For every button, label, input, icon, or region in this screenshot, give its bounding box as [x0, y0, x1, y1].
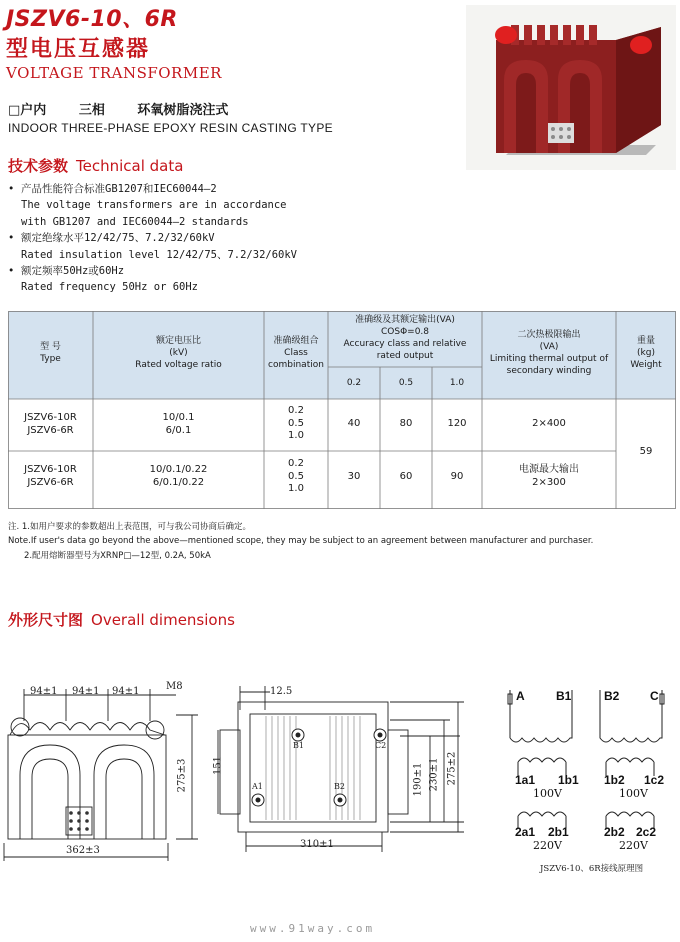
schematic-label-1b2: 1b2 — [604, 773, 625, 787]
dimensions-heading-cn: 外形尺寸图 — [8, 611, 84, 629]
note-english: Note.If user's data go beyond the above—mentioned scope, they may be subject to an agreement between manufacturer and purchaser. — [8, 536, 594, 547]
row1-output-0.2: 40 — [347, 418, 361, 429]
dimensions-heading-en: Overall dimensions — [91, 611, 235, 629]
side-label-b2: B2 — [334, 782, 345, 791]
english-title: VOLTAGE TRANSFORMER — [6, 64, 222, 82]
row2-thermal: 电源最大输出 2×300 — [519, 464, 579, 488]
schematic-label-1a1: 1a1 — [515, 773, 536, 787]
schematic-label-2b2: 2b2 — [604, 825, 625, 839]
row2-output-1.0: 90 — [450, 471, 464, 482]
front-dim-height: 275±3 — [176, 758, 188, 793]
spec-item: • 额定频率50Hz或60Hz — [8, 265, 125, 278]
schematic-label-2a1: 2a1 — [515, 825, 536, 839]
schematic-voltage-2: 100V — [619, 787, 648, 800]
header-type: 型 号 Type — [40, 342, 61, 364]
front-dim-width: 362±3 — [66, 845, 100, 856]
specification-list — [8, 181, 348, 296]
header-weight: 重量 (kg) Weight — [630, 336, 662, 370]
side-dim-h1: 190±1 — [412, 762, 424, 797]
side-dim-left: 151 — [212, 755, 224, 776]
side-label-a1: A1 — [252, 782, 263, 791]
header-ratio: 额定电压比 (kV) Rated voltage ratio — [135, 336, 222, 370]
technical-heading-en: Technical data — [76, 157, 184, 175]
side-label-c2: C2 — [375, 741, 387, 750]
spec-en: with GB1207 and IEC60044—2 standards — [21, 215, 249, 228]
schematic-label-b2: B2 — [604, 689, 620, 703]
row2-type: JSZV6-10R JSZV6-6R — [24, 464, 77, 488]
watermark: www.91way.com — [250, 922, 376, 935]
header-class: 准确级组合 Class combination — [268, 336, 324, 370]
note-1: 注. 1.如用户要求的参数超出上表范围，可与我公司协商后确定。 — [8, 522, 252, 532]
side-label-b1: B1 — [293, 741, 304, 750]
schematic-label-b1: B1 — [556, 689, 572, 703]
schematic-voltage-4: 220V — [619, 839, 648, 852]
row1-output-1.0: 120 — [447, 418, 467, 429]
row2-ratio: 10/0.1/0.22 6/0.1/0.22 — [149, 464, 208, 488]
spec-cn: 额定绝缘水平12/42/75、7.2/32/60kV — [21, 232, 215, 245]
notes — [8, 520, 593, 563]
note-2: 2.配用熔断器型号为XRNP□—12型, 0.2A, 50kA — [24, 550, 211, 561]
spec-en: Rated frequency 50Hz or 60Hz — [21, 281, 199, 294]
schematic-label-a: A — [516, 689, 525, 703]
row1-ratio: 10/0.1 6/0.1 — [162, 412, 195, 436]
row1-thermal: 2×400 — [532, 418, 566, 429]
type-english: INDOOR THREE-PHASE EPOXY RESIN CASTING TYPE — [8, 121, 333, 135]
header-accuracy-1.0: 1.0 — [449, 378, 465, 388]
row1-class: 0.2 0.5 1.0 — [288, 405, 304, 442]
schematic-label-2c2: 2c2 — [636, 825, 657, 839]
header-accuracy-0.5: 0.5 — [398, 378, 414, 388]
model-title: JSZV6-10、6R — [6, 7, 178, 32]
spec-en: Rated insulation level 12/42/75、7.2/32/60kV — [21, 248, 298, 261]
schematic-voltage-3: 220V — [533, 839, 562, 852]
weight-value: 59 — [639, 446, 653, 457]
row2-output-0.5: 60 — [399, 471, 413, 482]
schematic-label-c: C — [650, 689, 659, 703]
spec-cn: 产品性能符合标准GB1207和IEC60044—2 — [21, 183, 217, 195]
type-cn-resin: 环氧树脂浇注式 — [137, 103, 229, 118]
front-dim-bolt: M8 — [166, 681, 183, 692]
header-thermal: 二次热极限输出 (VA) Limiting thermal output of secondary winding — [489, 330, 609, 376]
spec-en: The voltage transformers are in accordance — [21, 199, 287, 212]
schematic-voltage-1: 100V — [533, 787, 562, 800]
dimensions-heading — [8, 609, 235, 630]
side-dim-h3: 275±2 — [446, 751, 458, 786]
schematic-label-1b1: 1b1 — [558, 773, 579, 787]
row2-class: 0.2 0.5 1.0 — [288, 458, 304, 495]
type-chinese — [8, 99, 228, 118]
spec-item: • 额定绝缘水平12/42/75、7.2/32/60kV — [8, 232, 215, 245]
schematic-label-2b1: 2b1 — [548, 825, 569, 839]
type-cn-indoor: □户内 — [8, 103, 47, 118]
schematic-label-1c2: 1c2 — [644, 773, 665, 787]
spec-item: • 产品性能符合标准GB1207和IEC60044—2 — [8, 183, 217, 195]
front-dim-top3: 94±1 — [112, 686, 140, 697]
technical-data-heading — [8, 155, 183, 176]
row2-output-0.2: 30 — [347, 471, 361, 482]
side-dim-width: 310±1 — [300, 839, 334, 850]
front-dim-top1: 94±1 — [30, 686, 58, 697]
side-dim-top: 12.5 — [270, 686, 293, 697]
header-accuracy-0.2: 0.2 — [346, 378, 362, 388]
spec-table — [8, 311, 676, 509]
product-photo — [466, 5, 676, 170]
chinese-title: 型电压互感器 — [6, 37, 151, 62]
spec-cn: 额定频率50Hz或60Hz — [21, 265, 125, 278]
header-accuracy: 准确级及其额定输出(VA) COSΦ=0.8 Accuracy class and relative rated output — [343, 315, 467, 361]
front-dim-top2: 94±1 — [72, 686, 100, 697]
row1-type: JSZV6-10R JSZV6-6R — [24, 412, 77, 436]
schematic-caption: JSZV6-10、6R接线原理图 — [540, 864, 644, 874]
technical-heading-cn: 技术参数 — [8, 157, 69, 175]
row1-output-0.5: 80 — [399, 418, 413, 429]
side-dim-h2: 230±1 — [428, 757, 440, 792]
type-cn-phase: 三相 — [78, 103, 105, 118]
